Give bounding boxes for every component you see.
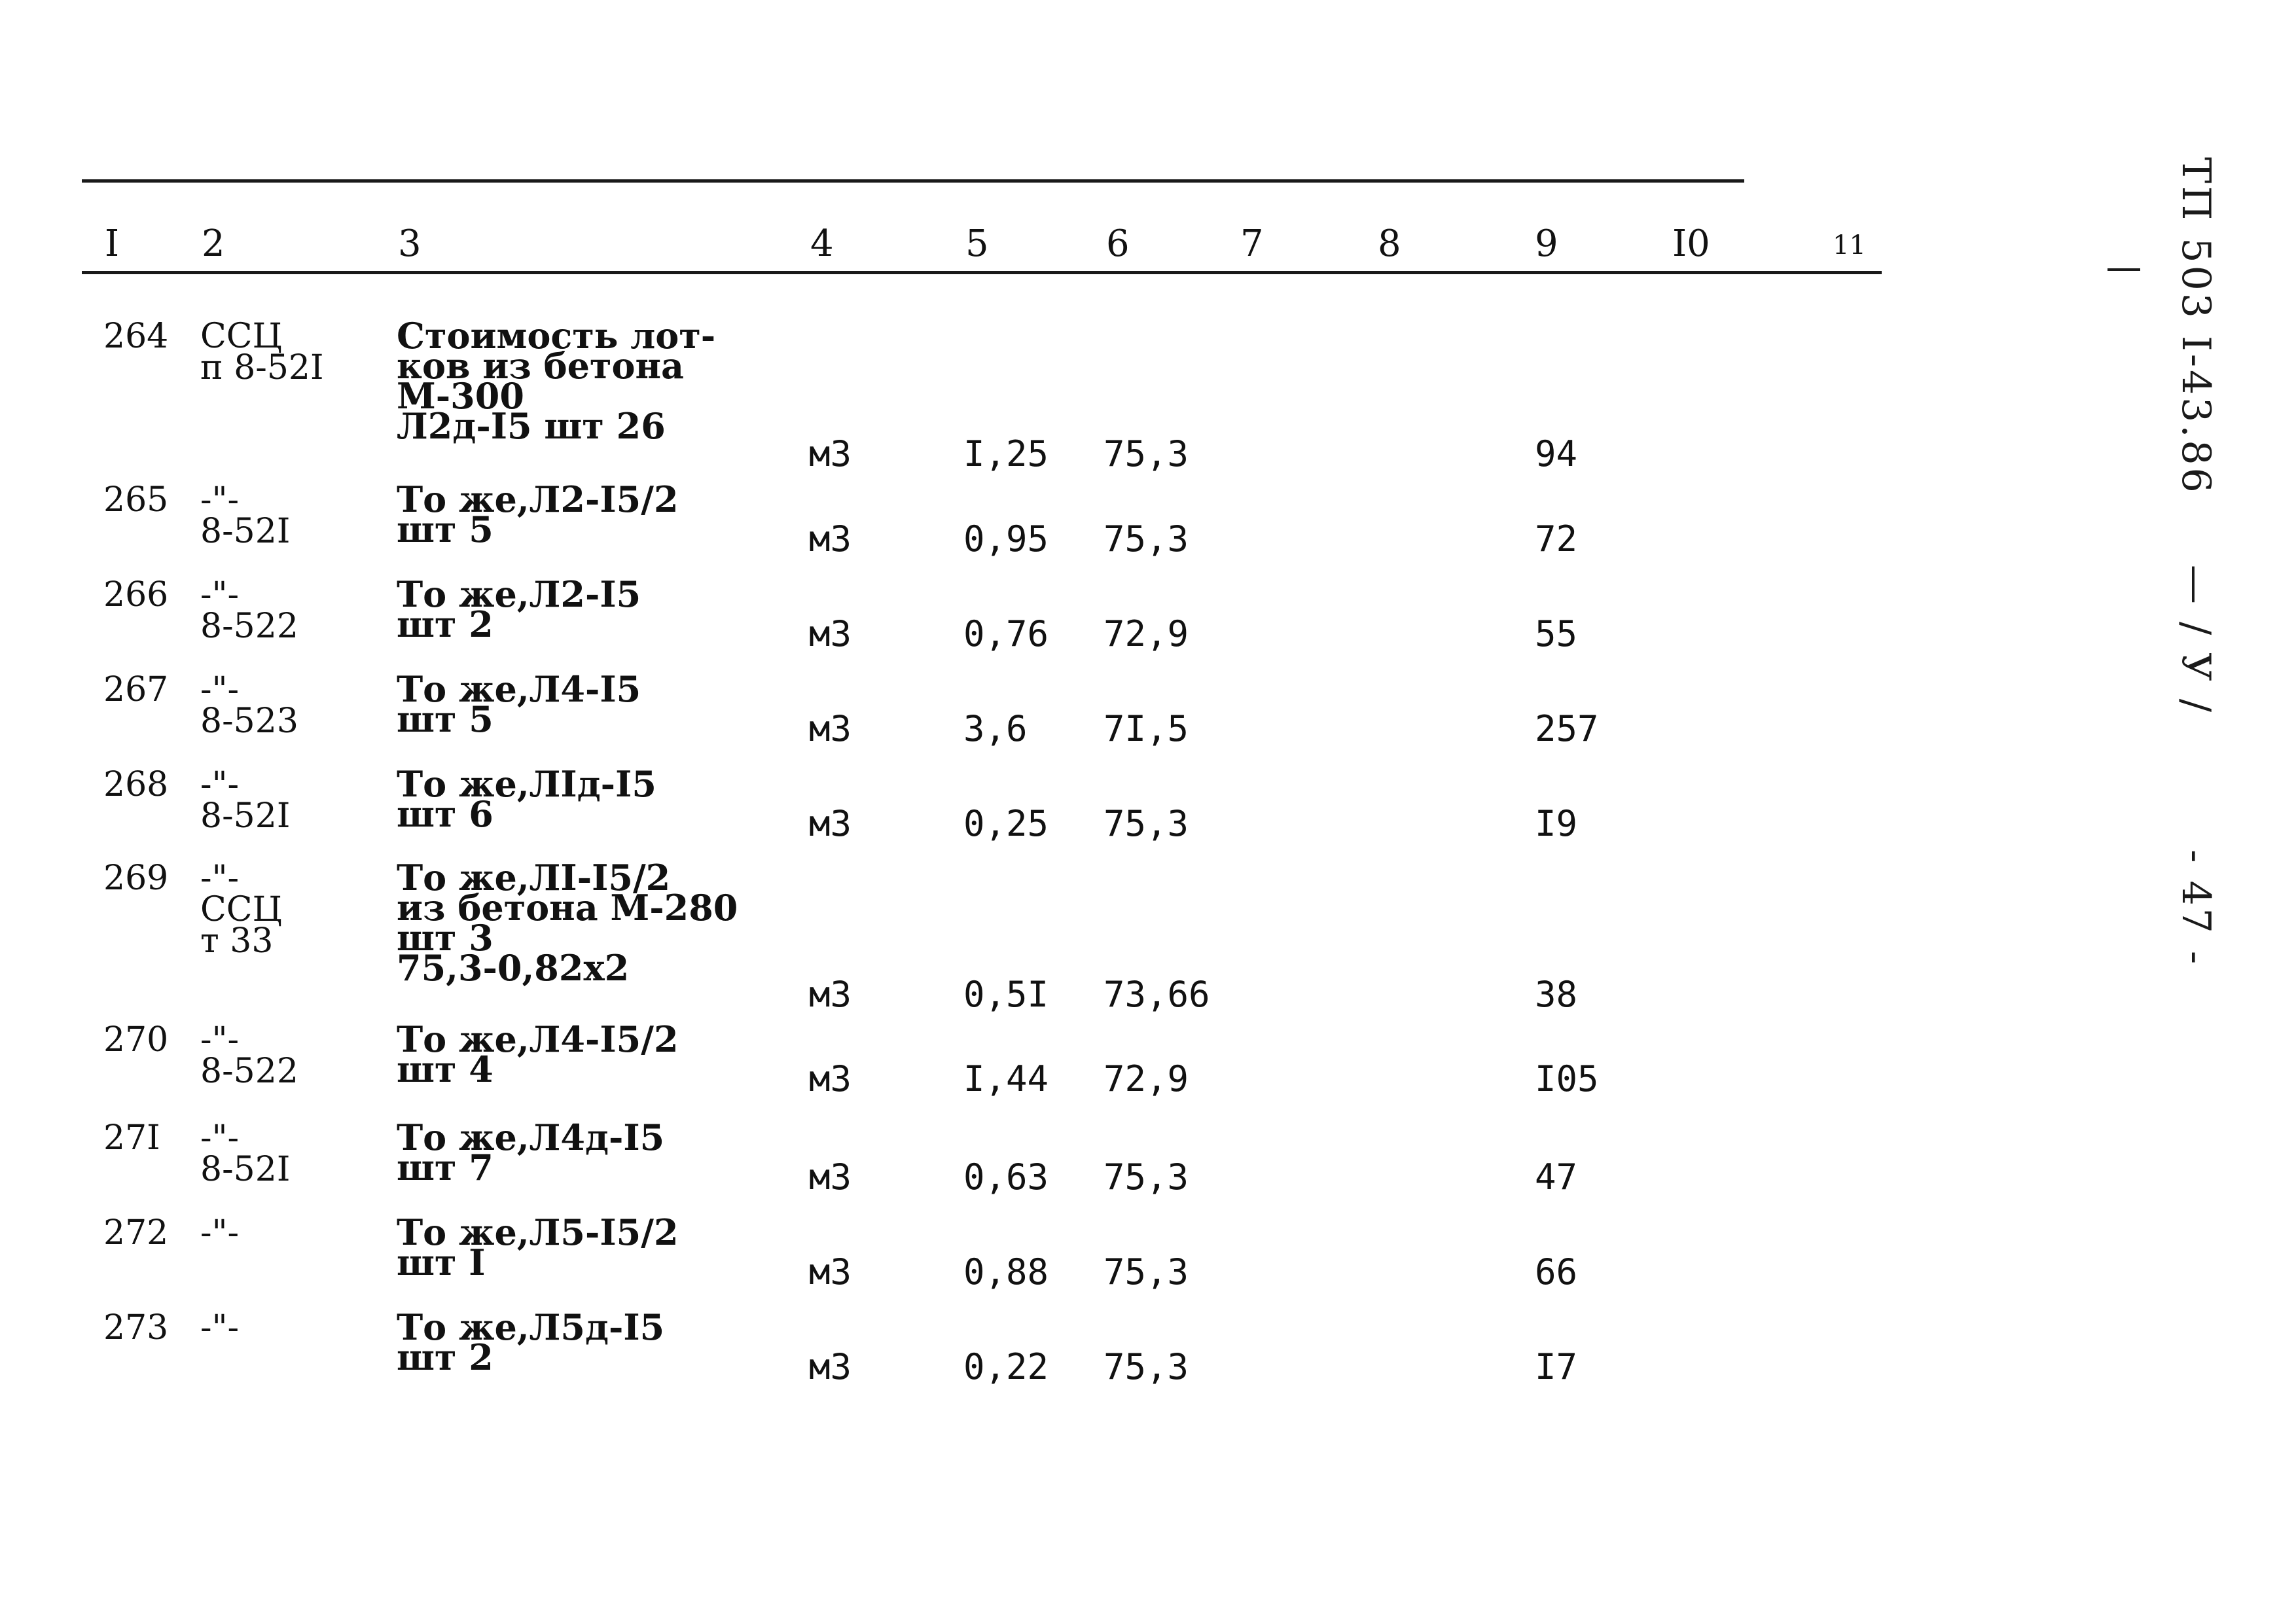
item-description: То же,Л2-I5/2 шт 5 (397, 478, 679, 550)
top-rule (82, 179, 1744, 183)
price-reference: -"- 8-522 (200, 1020, 298, 1091)
row-number: 27I (103, 1118, 160, 1158)
unit-price: 7I,5 (1103, 708, 1189, 749)
unit: м3 (809, 1346, 852, 1387)
price-reference: -"- 8-523 (200, 670, 298, 741)
price-reference: -"- 8-522 (200, 575, 298, 646)
album-mark: — / У / (2173, 564, 2219, 715)
row-number: 269 (103, 859, 169, 898)
item-description: То же,ЛI-I5/2 из бетона М-280 шт 3 75,3-0,82х2 (397, 857, 738, 989)
page-number: - 47 - (2173, 849, 2219, 967)
total-cost: I7 (1535, 1346, 1578, 1387)
total-cost: I9 (1535, 803, 1578, 844)
item-description: То же,ЛIд-I5 шт 6 (397, 763, 656, 835)
item-description: То же,Л5д-I5 шт 2 (397, 1306, 665, 1378)
col-header-9: 9 (1535, 223, 1558, 265)
item-description: Стоимость лот- ков из бетона М-300 Л2д-I5 шт 26 (397, 315, 716, 447)
unit-price: 75,3 (1103, 1156, 1189, 1198)
header-rule (82, 271, 1882, 274)
total-cost: I05 (1535, 1058, 1599, 1099)
unit-price: 75,3 (1103, 1346, 1189, 1387)
price-reference: -"- 8-52I (200, 1118, 291, 1189)
quantity: 0,95 (963, 518, 1049, 560)
unit-price: 75,3 (1103, 433, 1189, 474)
total-cost: 55 (1535, 613, 1578, 654)
total-cost: 66 (1535, 1251, 1578, 1293)
row-number: 268 (103, 765, 169, 804)
quantity: 0,25 (963, 803, 1049, 844)
unit-price: 75,3 (1103, 1251, 1189, 1293)
quantity: 3,6 (963, 708, 1028, 749)
item-description: То же,Л4д-I5 шт 7 (397, 1116, 665, 1188)
row-number: 264 (103, 317, 169, 356)
col-header-6: 6 (1106, 223, 1130, 265)
quantity: 0,22 (963, 1346, 1049, 1387)
unit-price: 75,3 (1103, 803, 1189, 844)
price-reference: -"- 8-52I (200, 765, 291, 836)
col-header-4: 4 (810, 223, 834, 265)
price-reference: -"- 8-52I (200, 480, 291, 551)
row-number: 266 (103, 575, 169, 615)
unit: м3 (809, 803, 852, 844)
unit: м3 (809, 518, 852, 560)
unit-price: 72,9 (1103, 613, 1189, 654)
quantity: 0,88 (963, 1251, 1049, 1293)
price-reference: -"- ССЦ т 33 (200, 859, 282, 961)
unit-price: 73,66 (1103, 974, 1210, 1015)
unit: м3 (809, 1251, 852, 1293)
quantity: I,44 (963, 1058, 1049, 1099)
side-stamp (2173, 157, 2219, 967)
col-header-7: 7 (1240, 223, 1264, 265)
unit: м3 (809, 613, 852, 654)
item-description: То же,Л5-I5/2 шт I (397, 1211, 679, 1283)
unit: м3 (809, 708, 852, 749)
price-reference: -"- (200, 1213, 240, 1253)
total-cost: 47 (1535, 1156, 1578, 1198)
col-header-2: 2 (202, 223, 225, 265)
price-reference: -"- (200, 1308, 240, 1347)
row-number: 267 (103, 670, 169, 709)
col-header-11: 11 (1833, 230, 1866, 260)
item-description: То же,Л4-I5/2 шт 4 (397, 1018, 679, 1090)
unit: м3 (809, 974, 852, 1015)
quantity: I,25 (963, 433, 1049, 474)
unit-price: 72,9 (1103, 1058, 1189, 1099)
col-header-3: 3 (398, 223, 422, 265)
unit: м3 (809, 433, 852, 474)
quantity: 0,63 (963, 1156, 1049, 1198)
col-header-5: 5 (965, 223, 989, 265)
total-cost: 38 (1535, 974, 1578, 1015)
col-header-10: I0 (1672, 223, 1710, 265)
total-cost: 94 (1535, 433, 1578, 474)
quantity: 0,76 (963, 613, 1049, 654)
item-description: То же,Л4-I5 шт 5 (397, 668, 641, 740)
unit-price: 75,3 (1103, 518, 1189, 560)
unit: м3 (809, 1156, 852, 1198)
col-header-8: 8 (1378, 223, 1401, 265)
col-header-1: I (105, 223, 120, 265)
unit: м3 (809, 1058, 852, 1099)
side-rule (2108, 268, 2140, 271)
row-number: 265 (103, 480, 169, 520)
row-number: 273 (103, 1308, 169, 1347)
total-cost: 72 (1535, 518, 1578, 560)
item-description: То же,Л2-I5 шт 2 (397, 573, 641, 645)
quantity: 0,5I (963, 974, 1049, 1015)
row-number: 272 (103, 1213, 169, 1253)
total-cost: 257 (1535, 708, 1599, 749)
document-code: ТП 503 I-43.86 (2173, 157, 2219, 495)
price-reference: ССЦ п 8-52I (200, 317, 324, 387)
row-number: 270 (103, 1020, 169, 1060)
